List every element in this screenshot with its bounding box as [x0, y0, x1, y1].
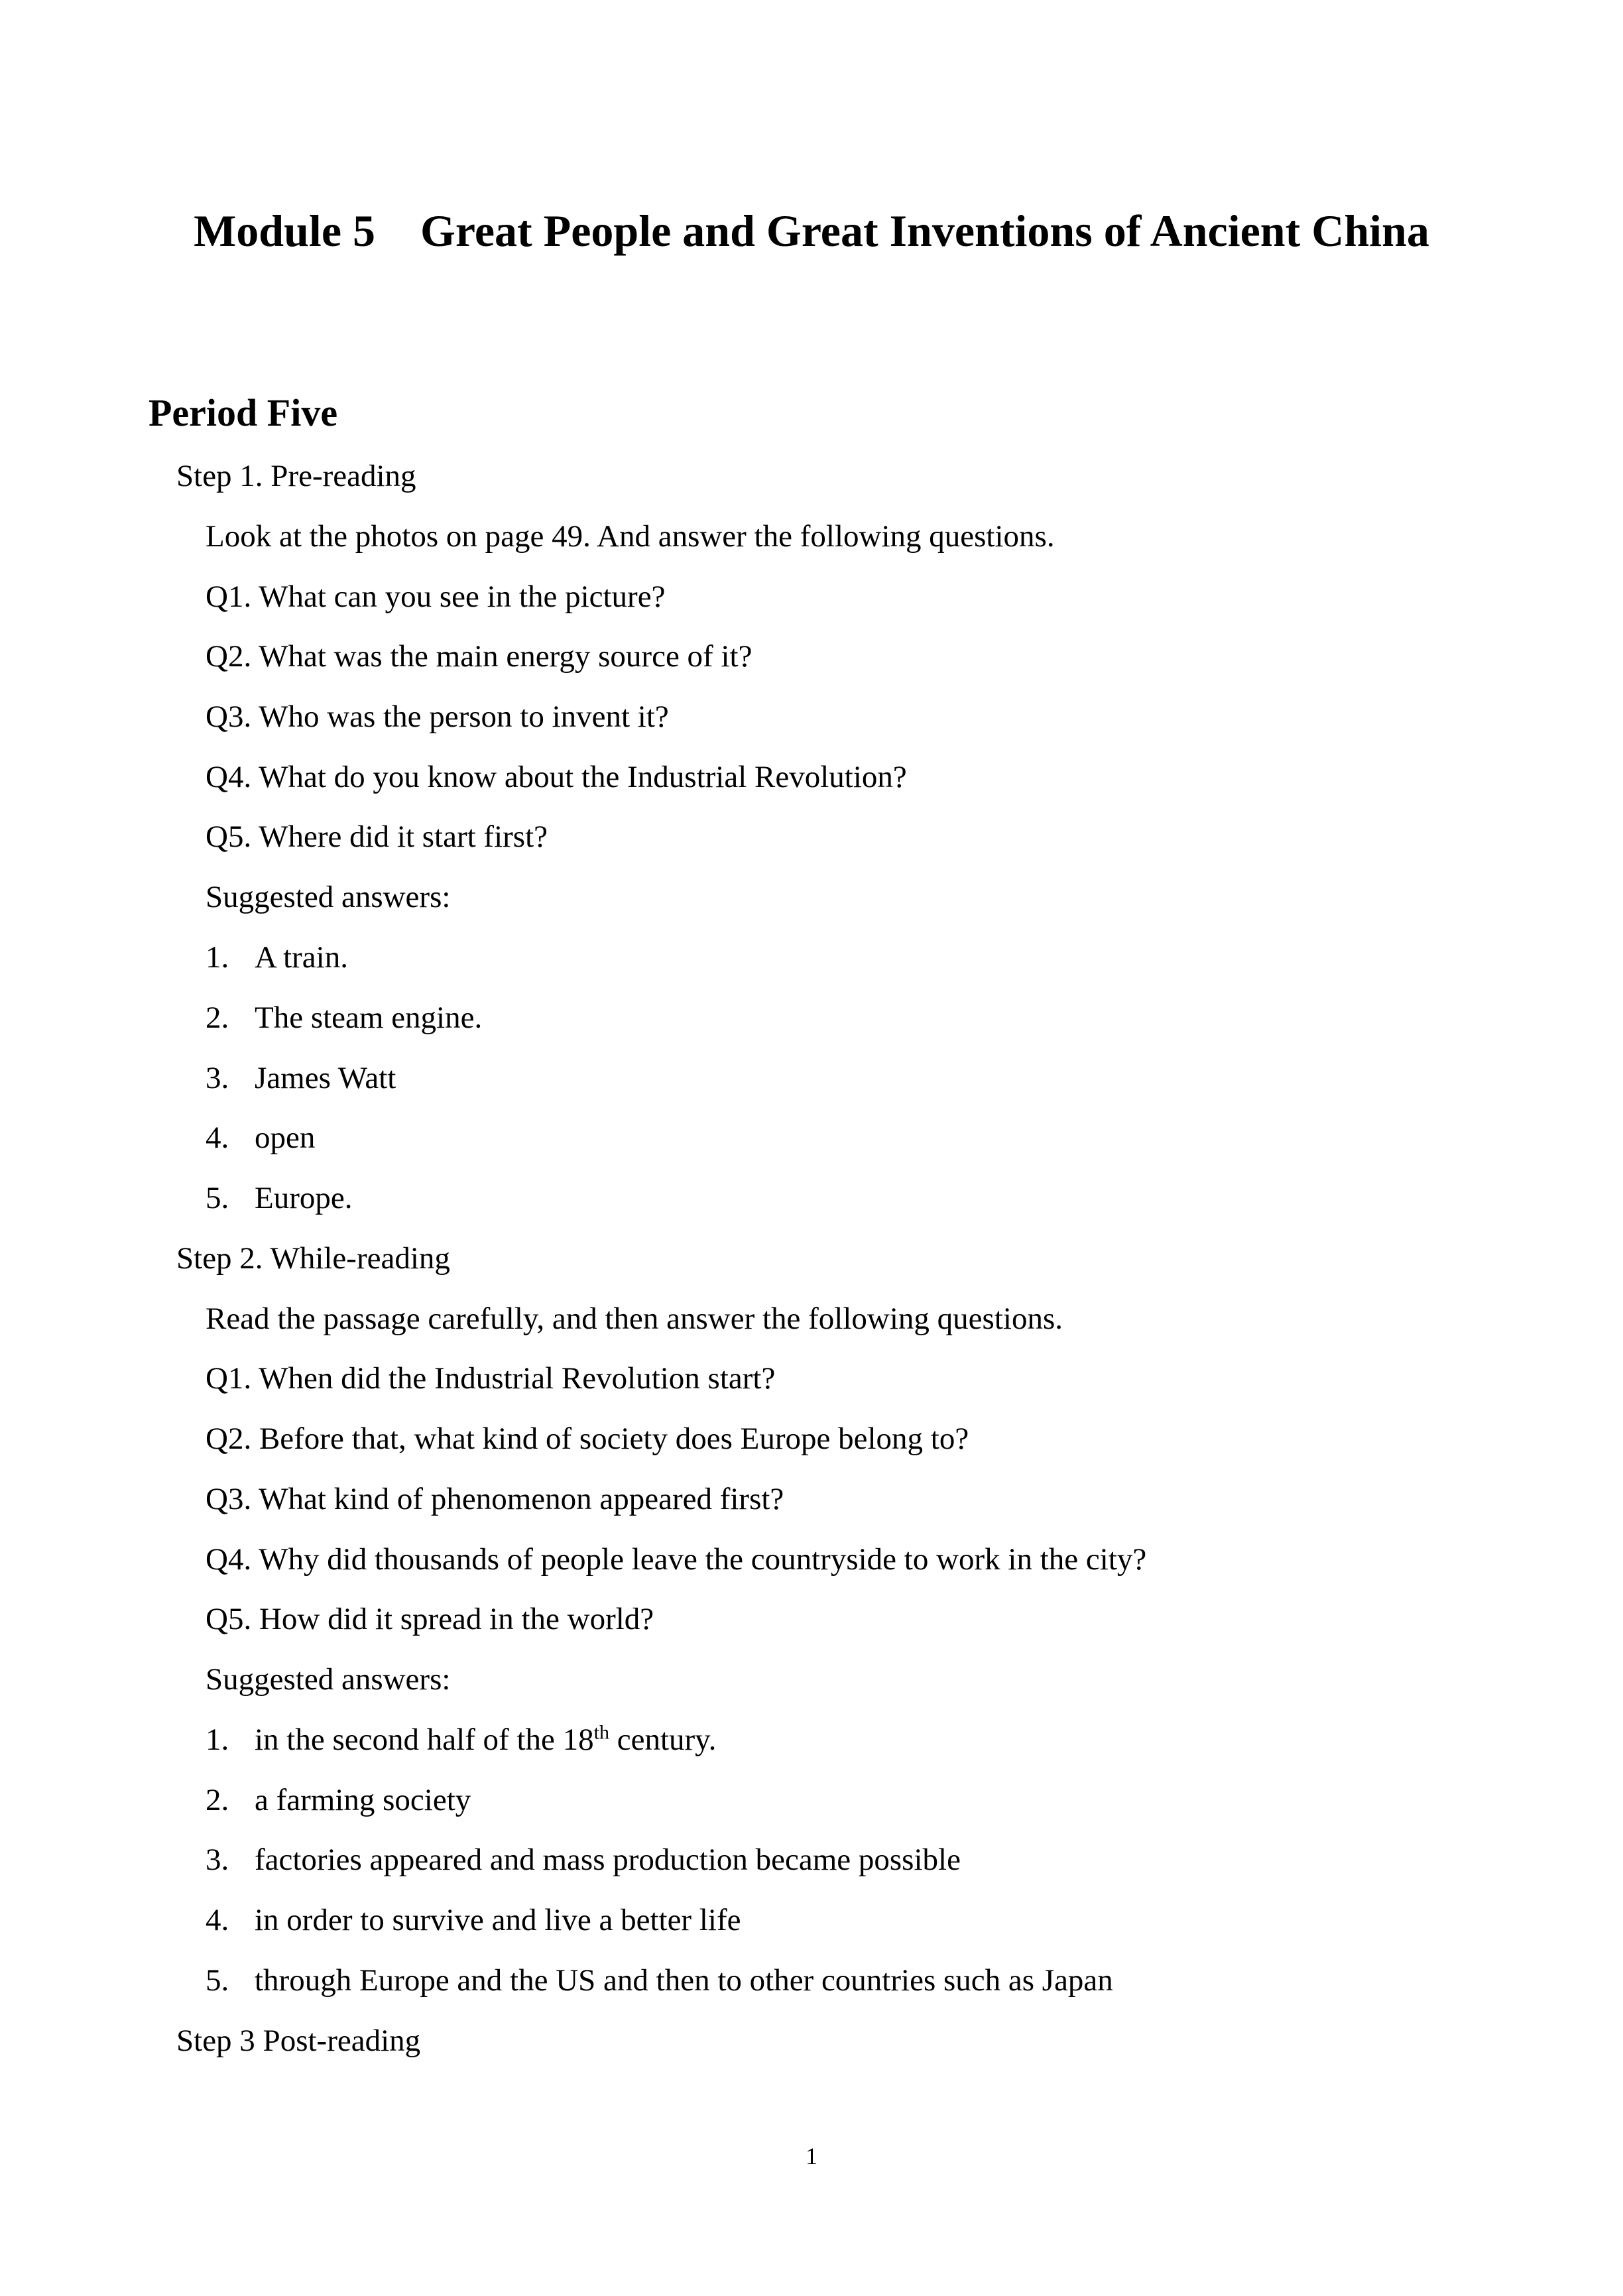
step2-instruction: Read the passage carefully, and then answer the following questions.: [206, 1301, 1063, 1336]
answer-text: through Europe and the US and then to other countries such as Japan: [255, 1963, 1113, 1998]
step2-answer-1: [206, 1719, 716, 1761]
answer-text: The steam engine.: [255, 1000, 483, 1035]
step1-question-1: Q1. What can you see in the picture?: [206, 579, 666, 614]
step2-answer-2: [206, 1779, 471, 1821]
document-title: Module 5 Great People and Great Inventions of Ancient China: [194, 206, 1429, 256]
step2-question-4: Q4. Why did thousands of people leave the countryside to work in the city?: [206, 1542, 1147, 1577]
step1-question-2: Q2. What was the main energy source of it?: [206, 639, 752, 674]
step2-answer-5: [206, 1959, 1113, 2002]
step1-answer-1: [206, 936, 348, 979]
answer-text: Europe.: [255, 1181, 353, 1215]
answer-number: 5.: [206, 1963, 229, 1998]
step1-question-3: Q3. Who was the person to invent it?: [206, 699, 669, 734]
answer-text: in order to survive and live a better life: [255, 1903, 741, 1937]
step2-question-2: Q2. Before that, what kind of society does Europe belong to?: [206, 1421, 969, 1456]
answer-number: 4.: [206, 1120, 229, 1155]
step2-answers-label: Suggested answers:: [206, 1662, 451, 1697]
answer-number: 2.: [206, 1783, 229, 1817]
answer-text: James Watt: [255, 1061, 396, 1095]
answer-text: open: [255, 1120, 316, 1155]
step1-answer-4: [206, 1117, 315, 1159]
step1-answers-label: Suggested answers:: [206, 880, 451, 914]
step1-heading: Step 1. Pre-reading: [176, 459, 416, 493]
answer-number: 4.: [206, 1903, 229, 1937]
step2-question-3: Q3. What kind of phenomenon appeared first?: [206, 1482, 784, 1516]
answer-number: 3.: [206, 1843, 229, 1877]
answer-text: in the second half of the 18: [255, 1722, 594, 1757]
step2-heading: Step 2. While-reading: [176, 1241, 450, 1276]
step2-answer-3: [206, 1839, 961, 1881]
step1-answer-3: [206, 1057, 396, 1099]
step1-answer-2: [206, 997, 482, 1039]
step1-instruction: Look at the photos on page 49. And answer the following questions.: [206, 519, 1055, 554]
step2-answer-4: [206, 1899, 741, 1941]
ordinal-suffix: th: [593, 1721, 609, 1744]
answer-number: 1.: [206, 1722, 229, 1757]
answer-text-end: century.: [609, 1722, 717, 1757]
step1-question-5: Q5. Where did it start first?: [206, 819, 548, 854]
step2-question-5: Q5. How did it spread in the world?: [206, 1602, 654, 1636]
period-heading: Period Five: [149, 391, 338, 434]
answer-number: 3.: [206, 1061, 229, 1095]
answer-number: 5.: [206, 1181, 229, 1215]
answer-text: A train.: [255, 940, 348, 975]
step3-heading: Step 3 Post-reading: [176, 2024, 421, 2058]
answer-number: 1.: [206, 940, 229, 975]
answer-text: factories appeared and mass production became possible: [255, 1843, 961, 1877]
step2-question-1: Q1. When did the Industrial Revolution start?: [206, 1361, 776, 1396]
answer-text: a farming society: [255, 1783, 471, 1817]
answer-number: 2.: [206, 1000, 229, 1035]
step1-answer-5: [206, 1177, 352, 1219]
step1-question-4: Q4. What do you know about the Industrial Revolution?: [206, 760, 907, 794]
page-number: 1: [806, 2143, 817, 2169]
